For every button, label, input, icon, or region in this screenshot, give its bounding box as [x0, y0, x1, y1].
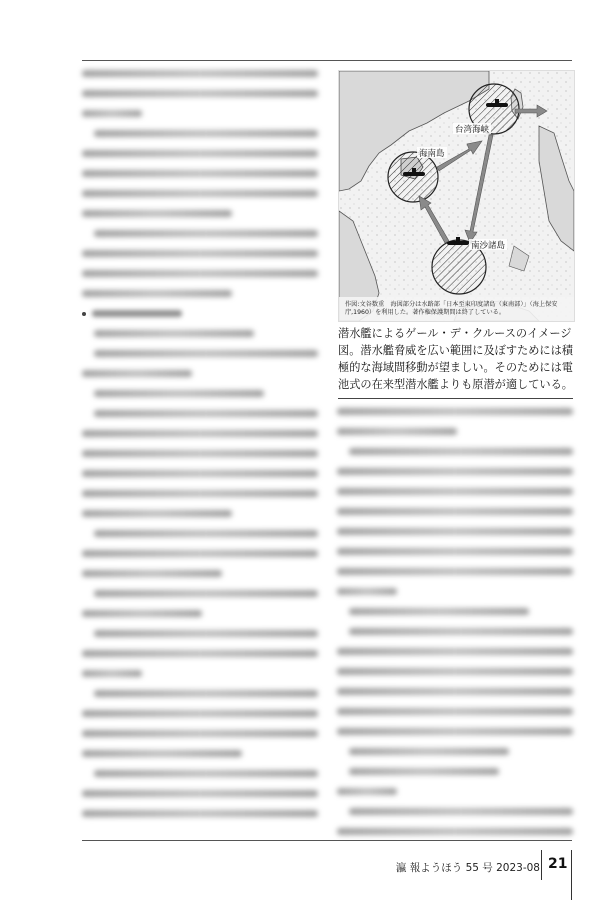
label-taiwan-strait: 台湾海峡	[455, 125, 490, 135]
footer-divider	[571, 850, 572, 900]
figure-caption: 潜水艦によるゲール・デ・クルースのイメージ図。潜水艦脅威を広い範囲に及ぼすためには積極的な海域間移動が望ましい。そのためには電池式の在来型潜水艦よりも原潜が適している。	[338, 327, 573, 391]
label-nansha: 南沙諸島	[471, 241, 506, 251]
top-rule	[82, 60, 572, 61]
hainan-zone	[388, 152, 438, 202]
bottom-rule	[82, 840, 572, 841]
page-number: 21	[548, 856, 568, 872]
left-column-text	[82, 70, 320, 830]
map-figure	[338, 70, 575, 322]
right-column-text	[337, 408, 573, 848]
figure-credit: 作図:文谷数重 海図部分は水路部「日本至東印度諸島（東南部）」（海上保安庁,1960）を利用した。著作権保護期間は終了している。	[345, 301, 558, 316]
footer-publication: 瀛 報ようほう 55 号 2023-08	[395, 862, 540, 874]
map-illustration	[339, 71, 574, 321]
caption-rule	[338, 398, 573, 399]
label-hainan: 海南島	[419, 149, 445, 159]
footer-divider	[541, 850, 542, 880]
